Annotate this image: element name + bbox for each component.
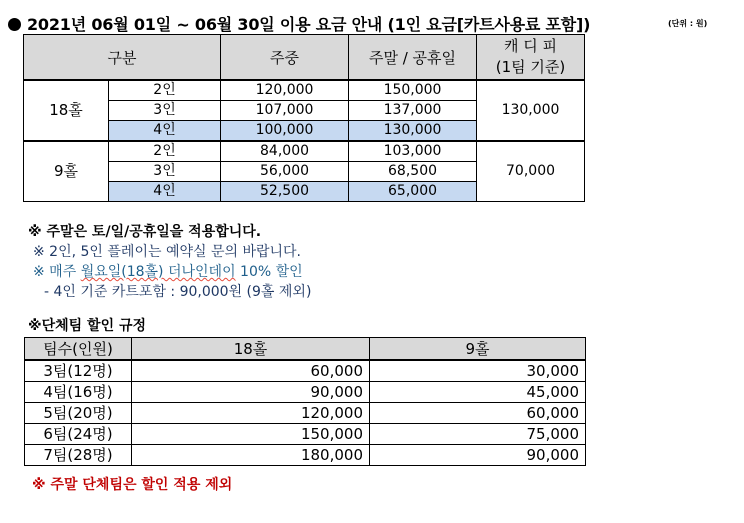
- note-monday-highlight: 월요일(18홀) 더나인데이: [80, 264, 236, 280]
- table-row: [25, 360, 586, 382]
- weekday-price: 84,000: [221, 141, 349, 162]
- header-teams: 팀수(인원): [25, 338, 132, 361]
- weekend-price: 65,000: [349, 182, 477, 202]
- weekend-price: 68,500: [349, 162, 477, 182]
- discount-9: 90,000: [370, 445, 586, 466]
- caddie-fee-18: 130,000: [477, 80, 585, 141]
- people-cell: 3인: [109, 162, 221, 182]
- weekday-price: 120,000: [221, 80, 349, 101]
- header-18-hole: 18홀: [132, 338, 370, 361]
- table-row: [24, 80, 585, 101]
- header-9-hole: 9홀: [370, 338, 586, 361]
- discount-9: 60,000: [370, 403, 586, 424]
- discount-9: 75,000: [370, 424, 586, 445]
- note-weekend: ※ 주말은 토/일/공휴일을 적용합니다.: [28, 224, 262, 240]
- table-edge-mark: [585, 437, 586, 453]
- header-weekday: 주중: [221, 35, 349, 81]
- weekend-price: 103,000: [349, 141, 477, 162]
- teams-cell: 5팀(20명): [25, 403, 132, 424]
- unit-label: (단위 : 원): [668, 19, 708, 28]
- table-row: [25, 424, 586, 445]
- group-9-hole: 9홀: [24, 141, 109, 202]
- table-row: [25, 445, 586, 466]
- group-header-row: [25, 338, 586, 361]
- header-caddie-fee: [477, 35, 585, 81]
- group-discount-table: [24, 337, 586, 466]
- teams-cell: 7팀(28명): [25, 445, 132, 466]
- note-monday-prefix: ※ 매주: [33, 264, 81, 280]
- table-row: [24, 141, 585, 162]
- discount-18: 180,000: [132, 445, 370, 466]
- discount-18: 150,000: [132, 424, 370, 445]
- people-cell: 4인: [109, 182, 221, 202]
- table-row: [25, 403, 586, 424]
- notice-title: [8, 12, 590, 35]
- footer-note: ※ 주말 단체팀은 할인 적용 제외: [32, 477, 233, 493]
- teams-cell: 6팀(24명): [25, 424, 132, 445]
- caddie-fee-basis: (1팀 기준): [495, 58, 566, 76]
- bullet-icon: [8, 18, 21, 31]
- group-18-hole: 18홀: [24, 80, 109, 141]
- discount-9: 30,000: [370, 360, 586, 382]
- weekend-price: 150,000: [349, 80, 477, 101]
- note-cart-price: - 4인 기준 카트포함 : 90,000원 (9홀 제외): [44, 284, 312, 300]
- title-text: 2021년 06월 01일 ~ 06월 30일 이용 요금 안내 (1인 요금[카트사용료 포함]): [27, 15, 591, 34]
- note-reservation: ※ 2인, 5인 플레이는 예약실 문의 바랍니다.: [33, 244, 302, 260]
- people-cell: 2인: [109, 141, 221, 162]
- note-monday-suffix: 10% 할인: [235, 264, 303, 280]
- header-category: 구분: [24, 35, 221, 81]
- caddie-fee-label: 캐 디 피: [504, 37, 558, 55]
- notes: [28, 222, 311, 302]
- table-row: [25, 382, 586, 403]
- caddie-fee-9: 70,000: [477, 141, 585, 202]
- people-cell: 4인: [109, 121, 221, 142]
- group-discount-title: ※단체팀 할인 규정: [28, 318, 147, 334]
- discount-9: 45,000: [370, 382, 586, 403]
- weekday-price: 107,000: [221, 101, 349, 121]
- weekend-price: 130,000: [349, 121, 477, 142]
- weekend-price: 137,000: [349, 101, 477, 121]
- header-weekend: 주말 / 공휴일: [349, 35, 477, 81]
- discount-18: 60,000: [132, 360, 370, 382]
- teams-cell: 4팀(16명): [25, 382, 132, 403]
- note-monday-discount: [28, 262, 311, 282]
- discount-18: 90,000: [132, 382, 370, 403]
- price-header-row: [24, 35, 585, 81]
- weekday-price: 56,000: [221, 162, 349, 182]
- price-table: [23, 34, 585, 202]
- people-cell: 3인: [109, 101, 221, 121]
- weekday-price: 52,500: [221, 182, 349, 202]
- people-cell: 2인: [109, 80, 221, 101]
- discount-18: 120,000: [132, 403, 370, 424]
- teams-cell: 3팀(12명): [25, 360, 132, 382]
- weekday-price: 100,000: [221, 121, 349, 142]
